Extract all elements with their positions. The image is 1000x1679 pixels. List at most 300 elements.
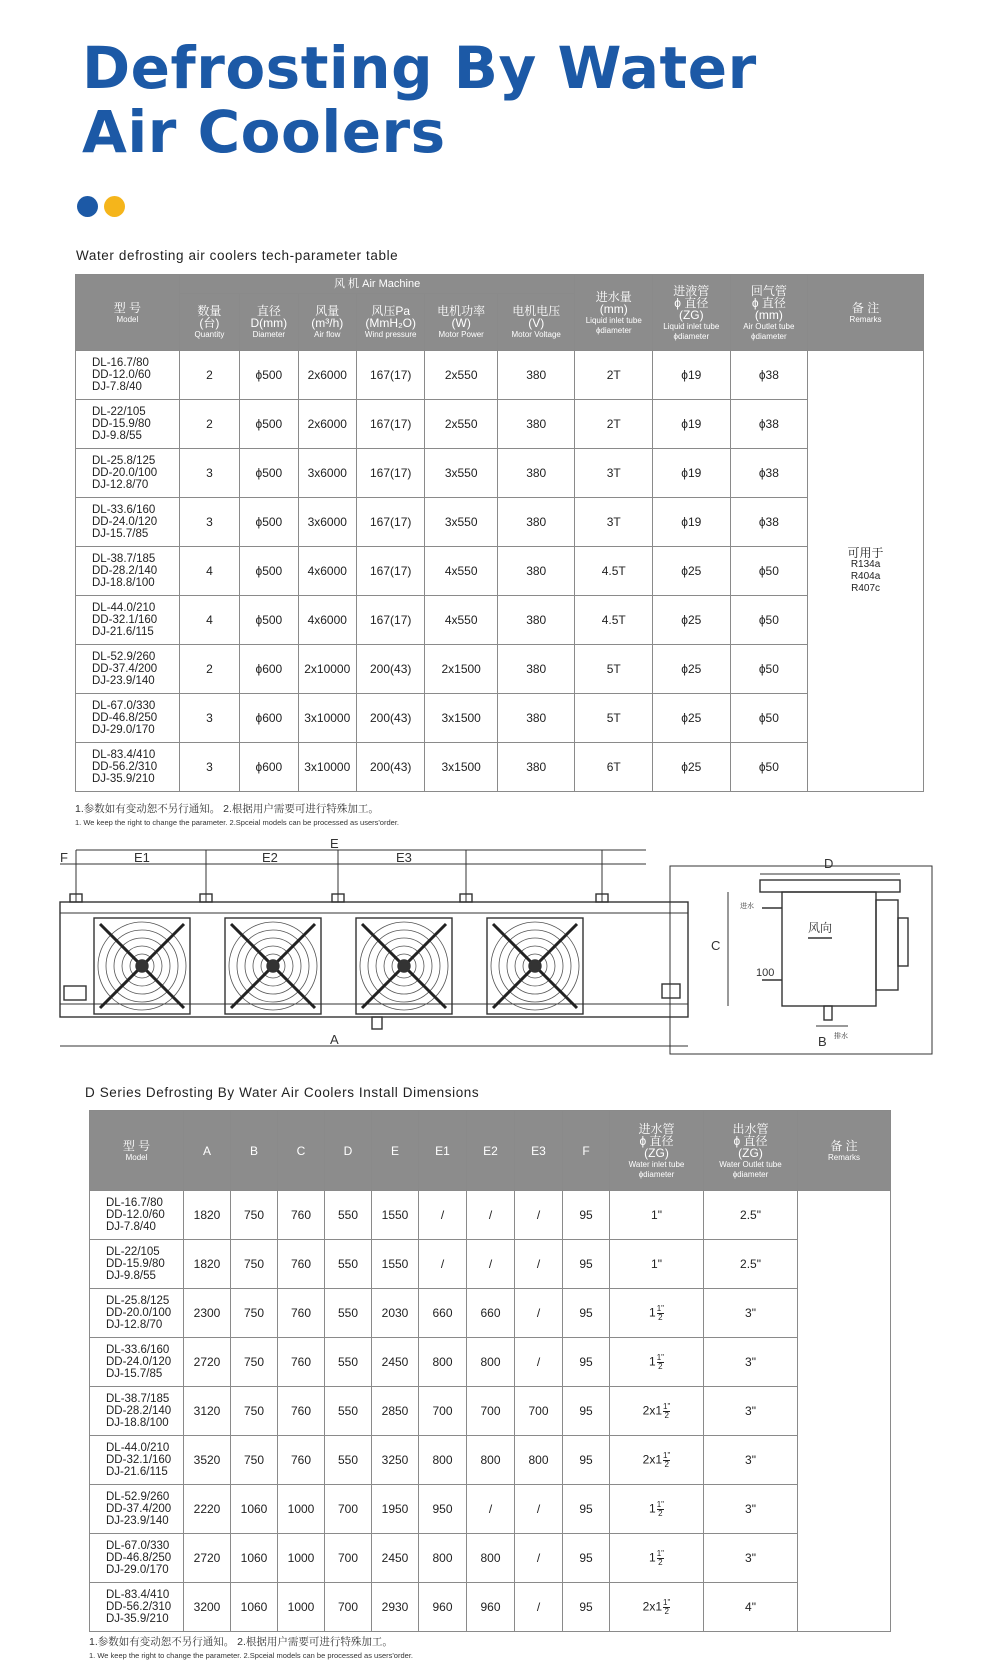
header-group-air-machine bbox=[179, 275, 575, 294]
outlet-cell: 3" bbox=[704, 1534, 798, 1583]
model-line: DL-52.9/260 bbox=[106, 1491, 170, 1503]
header-cell bbox=[563, 1111, 610, 1191]
header-en: Wind pressure bbox=[364, 330, 417, 339]
model-cell bbox=[90, 1240, 184, 1289]
model-cell bbox=[76, 743, 180, 792]
model-cell bbox=[76, 400, 180, 449]
f-cell: 95 bbox=[563, 1387, 610, 1436]
side-view-mount-rail bbox=[760, 880, 900, 892]
junction-box bbox=[64, 986, 86, 1000]
header-cn2: ϕ 直径 bbox=[674, 295, 709, 310]
b-cell: 750 bbox=[231, 1436, 278, 1485]
header-cell bbox=[231, 1111, 278, 1191]
label-e: E bbox=[330, 838, 339, 851]
d-cell: 700 bbox=[325, 1534, 372, 1583]
model-line: DJ-29.0/170 bbox=[92, 724, 155, 736]
e1-cell: 960 bbox=[419, 1583, 467, 1632]
dia-cell: ϕ500 bbox=[240, 400, 298, 449]
e3-cell: / bbox=[515, 1583, 563, 1632]
pressure-cell: 167(17) bbox=[356, 449, 424, 498]
header-en2: ϕdiameter bbox=[673, 331, 710, 341]
remarks-cn: 可用于 bbox=[847, 546, 884, 560]
d-cell: 700 bbox=[325, 1583, 372, 1632]
header-cn: 备 注 bbox=[851, 300, 880, 315]
flow-cell: 3x6000 bbox=[298, 498, 356, 547]
model-cell bbox=[76, 596, 180, 645]
fraction-numerator: 1" bbox=[656, 1352, 664, 1362]
hanger-bracket bbox=[460, 850, 472, 902]
header-row bbox=[76, 275, 924, 294]
dia-cell: ϕ500 bbox=[240, 449, 298, 498]
inlet-whole: 1 bbox=[649, 1305, 656, 1320]
qty-cell: 2 bbox=[179, 351, 239, 400]
header-cell bbox=[90, 1111, 184, 1191]
liquid-cell: ϕ25 bbox=[653, 743, 731, 792]
label-100: 100 bbox=[756, 967, 775, 979]
power-cell: 2x1500 bbox=[425, 645, 498, 694]
liquid-cell: ϕ25 bbox=[653, 694, 731, 743]
c-cell: 1000 bbox=[278, 1583, 325, 1632]
e3-cell: / bbox=[515, 1289, 563, 1338]
fraction-numerator: 1" bbox=[656, 1499, 664, 1509]
header-en: Air flow bbox=[314, 330, 341, 339]
qty-cell: 3 bbox=[179, 694, 239, 743]
fan-grilles bbox=[94, 918, 583, 1014]
model-line: DJ-18.8/100 bbox=[106, 1417, 169, 1429]
label-a: A bbox=[330, 1032, 339, 1047]
fan-grille bbox=[487, 918, 583, 1014]
b-cell: 1060 bbox=[231, 1485, 278, 1534]
dia-cell: ϕ500 bbox=[240, 596, 298, 645]
table-row bbox=[76, 645, 924, 694]
model-cell bbox=[76, 498, 180, 547]
flow-cell: 2x6000 bbox=[298, 400, 356, 449]
remarks-cell bbox=[808, 351, 924, 792]
voltage-cell: 380 bbox=[497, 498, 575, 547]
header-label: E1 bbox=[435, 1143, 450, 1158]
c-cell: 1000 bbox=[278, 1485, 325, 1534]
dia-cell: ϕ500 bbox=[240, 547, 298, 596]
e-cell: 3250 bbox=[372, 1436, 419, 1485]
label-drain: 排水 bbox=[834, 1033, 848, 1040]
fraction-denominator: 2 bbox=[664, 1410, 669, 1420]
header-cn: 型 号 bbox=[113, 300, 142, 315]
header-cell bbox=[425, 294, 498, 351]
liquid-cell: ϕ25 bbox=[653, 547, 731, 596]
qty-cell: 3 bbox=[179, 449, 239, 498]
pressure-cell: 167(17) bbox=[356, 547, 424, 596]
header-cn: 电机电压 bbox=[512, 304, 561, 318]
header-en: Remarks bbox=[849, 314, 882, 324]
voltage-cell: 380 bbox=[497, 743, 575, 792]
header-en2: ϕdiameter bbox=[732, 1169, 769, 1179]
header-en2: ϕdiameter bbox=[595, 325, 632, 335]
f-cell: 95 bbox=[563, 1191, 610, 1240]
install-dimensions-table bbox=[89, 1110, 891, 1632]
hanger-brackets bbox=[70, 850, 608, 902]
model-line: DD-24.0/120 bbox=[106, 1356, 172, 1368]
model-line: DJ-23.9/140 bbox=[92, 675, 155, 687]
header-en: Model bbox=[116, 314, 139, 324]
header-unit: (台) bbox=[199, 316, 220, 330]
liquid-cell: ϕ19 bbox=[653, 498, 731, 547]
group-cn: 风 机 bbox=[334, 278, 360, 290]
d-cell: 550 bbox=[325, 1387, 372, 1436]
e2-cell: / bbox=[467, 1191, 515, 1240]
refrigerant-label: R134a bbox=[850, 559, 881, 570]
hanger-bracket bbox=[200, 850, 212, 902]
qty-cell: 3 bbox=[179, 498, 239, 547]
header-unit: (ZG) bbox=[644, 1145, 669, 1160]
inlet-fraction bbox=[657, 1354, 664, 1371]
side-view-body bbox=[782, 892, 876, 1006]
qty-cell: 4 bbox=[179, 547, 239, 596]
model-line: DL-52.9/260 bbox=[92, 651, 156, 663]
model-line: DL-83.4/410 bbox=[106, 1589, 170, 1601]
side-view bbox=[670, 866, 932, 1054]
gas-cell: ϕ50 bbox=[730, 743, 808, 792]
header-label: E2 bbox=[483, 1143, 498, 1158]
model-cell bbox=[90, 1534, 184, 1583]
model-cell bbox=[76, 645, 180, 694]
power-cell: 2x550 bbox=[425, 351, 498, 400]
liquid-cell: ϕ19 bbox=[653, 400, 731, 449]
model-line: DJ-12.8/70 bbox=[106, 1319, 163, 1331]
qty-cell: 3 bbox=[179, 743, 239, 792]
table-row bbox=[76, 351, 924, 400]
qty-cell: 4 bbox=[179, 596, 239, 645]
voltage-cell: 380 bbox=[497, 694, 575, 743]
header-cell bbox=[278, 1111, 325, 1191]
a-cell: 2220 bbox=[184, 1485, 231, 1534]
model-line: DD-12.0/60 bbox=[92, 369, 151, 381]
pressure-cell: 167(17) bbox=[356, 351, 424, 400]
gas-cell: ϕ50 bbox=[730, 694, 808, 743]
header-label: F bbox=[582, 1143, 590, 1158]
header-cell bbox=[798, 1111, 891, 1191]
header-cell bbox=[325, 1111, 372, 1191]
model-line: DD-37.4/200 bbox=[92, 663, 158, 675]
inlet-fraction bbox=[663, 1599, 670, 1616]
f-cell: 95 bbox=[563, 1583, 610, 1632]
water-cell: 4.5T bbox=[575, 596, 653, 645]
fraction-denominator: 2 bbox=[664, 1606, 669, 1616]
pressure-cell: 200(43) bbox=[356, 645, 424, 694]
liquid-cell: ϕ25 bbox=[653, 596, 731, 645]
model-line: DJ-35.9/210 bbox=[92, 773, 155, 785]
b-cell: 750 bbox=[231, 1338, 278, 1387]
header-cell bbox=[298, 294, 356, 351]
header-label: C bbox=[296, 1143, 306, 1158]
model-line: DL-25.8/125 bbox=[92, 455, 156, 467]
group-en: Air Machine bbox=[362, 278, 421, 290]
inlet-fraction bbox=[657, 1550, 664, 1567]
model-line: DD-24.0/120 bbox=[92, 516, 158, 528]
drain-pipe bbox=[372, 1017, 382, 1029]
label-e3: E3 bbox=[396, 850, 412, 865]
model-line: DD-12.0/60 bbox=[106, 1209, 165, 1221]
model-line: DD-28.2/140 bbox=[92, 565, 158, 577]
model-line: DL-16.7/80 bbox=[92, 357, 149, 369]
blue-dot bbox=[77, 196, 98, 217]
model-line: DD-46.8/250 bbox=[92, 712, 158, 724]
b-cell: 750 bbox=[231, 1191, 278, 1240]
water-cell: 6T bbox=[575, 743, 653, 792]
table-row bbox=[90, 1387, 891, 1436]
liquid-cell: ϕ19 bbox=[653, 449, 731, 498]
header-cn: 备 注 bbox=[830, 1138, 858, 1153]
header-cell bbox=[575, 275, 653, 351]
table1-notes bbox=[75, 803, 399, 829]
c-cell: 760 bbox=[278, 1436, 325, 1485]
e-cell: 2450 bbox=[372, 1534, 419, 1583]
label-c: C bbox=[711, 938, 721, 953]
inlet-whole: 1" bbox=[651, 1257, 662, 1271]
inlet-whole: 1 bbox=[649, 1501, 656, 1516]
dia-cell: ϕ600 bbox=[240, 694, 298, 743]
model-line: DL-33.6/160 bbox=[106, 1344, 170, 1356]
gas-cell: ϕ38 bbox=[730, 400, 808, 449]
install-dimension-drawing bbox=[56, 838, 936, 1060]
header-unit: (mm) bbox=[754, 307, 783, 322]
fraction-numerator: 1" bbox=[663, 1401, 671, 1411]
refrigerant-label: R404a bbox=[850, 571, 881, 582]
inlet-whole: 1 bbox=[649, 1550, 656, 1565]
voltage-cell: 380 bbox=[497, 596, 575, 645]
model-line: DL-67.0/330 bbox=[92, 700, 156, 712]
pressure-cell: 167(17) bbox=[356, 498, 424, 547]
model-cell bbox=[76, 351, 180, 400]
model-line: DL-16.7/80 bbox=[106, 1197, 163, 1209]
model-line: DJ-21.6/115 bbox=[92, 626, 154, 638]
header-cn: 风压Pa bbox=[371, 304, 411, 318]
inlet-fraction bbox=[657, 1305, 664, 1322]
e3-cell: 800 bbox=[515, 1436, 563, 1485]
inlet-whole: 2x1 bbox=[642, 1403, 663, 1418]
header-en: Air Outlet tube bbox=[743, 321, 795, 331]
model-line: DJ-18.8/100 bbox=[92, 577, 155, 589]
side-view-fan-guard bbox=[876, 900, 898, 990]
header-en2: ϕdiameter bbox=[751, 331, 787, 341]
e1-cell: 800 bbox=[419, 1436, 467, 1485]
power-cell: 3x550 bbox=[425, 498, 498, 547]
e2-cell: 660 bbox=[467, 1289, 515, 1338]
header-cell bbox=[76, 275, 180, 351]
header-cell bbox=[610, 1111, 704, 1191]
header-cell bbox=[653, 275, 731, 351]
header-label: A bbox=[202, 1143, 211, 1158]
flow-cell: 2x6000 bbox=[298, 351, 356, 400]
pressure-cell: 200(43) bbox=[356, 743, 424, 792]
model-cell bbox=[76, 449, 180, 498]
header-unit: (ZG) bbox=[738, 1145, 763, 1160]
header-cn: 进水管 bbox=[638, 1121, 675, 1136]
header-cell bbox=[356, 294, 424, 351]
pressure-cell: 167(17) bbox=[356, 400, 424, 449]
qty-cell: 2 bbox=[179, 645, 239, 694]
header-cn: 出水管 bbox=[732, 1121, 769, 1136]
e1-cell: 700 bbox=[419, 1387, 467, 1436]
model-cell bbox=[90, 1191, 184, 1240]
header-cell bbox=[419, 1111, 467, 1191]
model-line: DL-44.0/210 bbox=[106, 1442, 170, 1454]
gas-cell: ϕ38 bbox=[730, 498, 808, 547]
model-cell bbox=[90, 1485, 184, 1534]
model-cell bbox=[76, 547, 180, 596]
inlet-cell bbox=[610, 1338, 704, 1387]
gas-cell: ϕ38 bbox=[730, 351, 808, 400]
a-cell: 1820 bbox=[184, 1191, 231, 1240]
model-line: DL-83.4/410 bbox=[92, 749, 156, 761]
e2-cell: 960 bbox=[467, 1583, 515, 1632]
header-label: B bbox=[249, 1143, 258, 1158]
model-line: DJ-21.6/115 bbox=[106, 1466, 168, 1478]
inlet-cell bbox=[610, 1191, 704, 1240]
table1-header bbox=[76, 275, 924, 351]
header-en: Water inlet tube bbox=[628, 1159, 685, 1169]
table-row bbox=[90, 1583, 891, 1632]
table2-notes bbox=[89, 1636, 413, 1662]
voltage-cell: 380 bbox=[497, 400, 575, 449]
model-cell bbox=[90, 1436, 184, 1485]
a-cell: 2720 bbox=[184, 1534, 231, 1583]
pressure-cell: 200(43) bbox=[356, 694, 424, 743]
e2-cell: 700 bbox=[467, 1387, 515, 1436]
water-cell: 5T bbox=[575, 645, 653, 694]
model-line: DD-46.8/250 bbox=[106, 1552, 172, 1564]
gas-cell: ϕ50 bbox=[730, 547, 808, 596]
flow-cell: 4x6000 bbox=[298, 547, 356, 596]
e3-cell: / bbox=[515, 1534, 563, 1583]
remarks-cell bbox=[798, 1191, 891, 1632]
model-line: DD-28.2/140 bbox=[106, 1405, 172, 1417]
model-line: DJ-15.7/85 bbox=[106, 1368, 163, 1380]
dia-cell: ϕ500 bbox=[240, 498, 298, 547]
title-line-2: Air Coolers bbox=[82, 98, 446, 166]
e3-cell: / bbox=[515, 1338, 563, 1387]
header-en: Water Outlet tube bbox=[719, 1159, 782, 1169]
table-row bbox=[76, 449, 924, 498]
voltage-cell: 380 bbox=[497, 547, 575, 596]
header-unit: (MmH₂O) bbox=[365, 316, 417, 330]
a-cell: 2300 bbox=[184, 1289, 231, 1338]
hanger-bracket bbox=[70, 850, 82, 902]
water-cell: 3T bbox=[575, 498, 653, 547]
e3-cell: / bbox=[515, 1485, 563, 1534]
model-line: DD-32.1/160 bbox=[92, 614, 158, 626]
model-line: DD-56.2/310 bbox=[106, 1601, 172, 1613]
fraction-denominator: 2 bbox=[658, 1508, 663, 1518]
header-cell bbox=[808, 275, 924, 351]
e-cell: 1550 bbox=[372, 1240, 419, 1289]
liquid-cell: ϕ19 bbox=[653, 351, 731, 400]
power-cell: 4x550 bbox=[425, 547, 498, 596]
water-cell: 3T bbox=[575, 449, 653, 498]
model-line: DD-37.4/200 bbox=[106, 1503, 172, 1515]
label-airflow: 风向 bbox=[808, 921, 833, 935]
d-cell: 700 bbox=[325, 1485, 372, 1534]
note-en: 1. We keep the right to change the parameter. 2.Spceial models can be processed as users'order. bbox=[75, 818, 399, 827]
table-row bbox=[76, 694, 924, 743]
fraction-denominator: 2 bbox=[664, 1459, 669, 1469]
inlet-cell bbox=[610, 1485, 704, 1534]
f-cell: 95 bbox=[563, 1240, 610, 1289]
e-cell: 2450 bbox=[372, 1338, 419, 1387]
header-unit: D(mm) bbox=[250, 316, 288, 330]
model-line: DD-20.0/100 bbox=[92, 467, 158, 479]
table2-body bbox=[90, 1191, 891, 1632]
table-row bbox=[90, 1485, 891, 1534]
model-line: DJ-9.8/55 bbox=[92, 430, 142, 442]
e3-cell: / bbox=[515, 1191, 563, 1240]
hanger-bracket bbox=[596, 850, 608, 902]
e-cell: 2930 bbox=[372, 1583, 419, 1632]
side-view-frame bbox=[670, 866, 932, 1054]
a-cell: 1820 bbox=[184, 1240, 231, 1289]
model-line: DL-22/105 bbox=[92, 406, 146, 418]
table2-header bbox=[90, 1111, 891, 1191]
inlet-whole: 1" bbox=[651, 1208, 662, 1222]
table-row bbox=[76, 547, 924, 596]
label-water-in: 进水 bbox=[740, 903, 754, 910]
note-cn: 1.参数如有变动恕不另行通知。 2.根据用户需要可进行特殊加工。 bbox=[75, 803, 379, 815]
gas-cell: ϕ50 bbox=[730, 645, 808, 694]
e1-cell: / bbox=[419, 1240, 467, 1289]
table-row bbox=[76, 596, 924, 645]
power-cell: 2x550 bbox=[425, 400, 498, 449]
power-cell: 4x550 bbox=[425, 596, 498, 645]
header-label: D bbox=[343, 1143, 353, 1158]
flow-cell: 4x6000 bbox=[298, 596, 356, 645]
front-view bbox=[56, 838, 688, 1046]
d-cell: 550 bbox=[325, 1338, 372, 1387]
model-line: DL-33.6/160 bbox=[92, 504, 156, 516]
side-view-motor bbox=[898, 918, 908, 966]
label-d: D bbox=[824, 856, 834, 871]
table-row bbox=[90, 1338, 891, 1387]
e2-cell: 800 bbox=[467, 1534, 515, 1583]
c-cell: 1000 bbox=[278, 1534, 325, 1583]
header-cell bbox=[184, 1111, 231, 1191]
outlet-cell: 2.5" bbox=[704, 1191, 798, 1240]
header-cn: 进液管 bbox=[673, 283, 710, 298]
inlet-cell bbox=[610, 1240, 704, 1289]
fraction-denominator: 2 bbox=[658, 1361, 663, 1371]
f-cell: 95 bbox=[563, 1338, 610, 1387]
power-cell: 3x1500 bbox=[425, 694, 498, 743]
header-en2: ϕdiameter bbox=[638, 1169, 675, 1179]
table2-caption: D Series Defrosting By Water Air Coolers Install Dimensions bbox=[85, 1085, 480, 1100]
decorative-dots bbox=[77, 196, 131, 222]
model-line: DJ-12.8/70 bbox=[92, 479, 149, 491]
qty-cell: 2 bbox=[179, 400, 239, 449]
outlet-cell: 3" bbox=[704, 1289, 798, 1338]
model-line: DD-56.2/310 bbox=[92, 761, 158, 773]
voltage-cell: 380 bbox=[497, 449, 575, 498]
note-en: 1. We keep the right to change the parameter. 2.Spceial models can be processed as users'order. bbox=[89, 1651, 413, 1660]
model-line: DJ-9.8/55 bbox=[106, 1270, 156, 1282]
header-label: E3 bbox=[531, 1143, 546, 1158]
water-cell: 2T bbox=[575, 400, 653, 449]
header-cell bbox=[497, 294, 575, 351]
table1-body bbox=[76, 351, 924, 792]
water-cell: 5T bbox=[575, 694, 653, 743]
fraction-numerator: 1" bbox=[656, 1548, 664, 1558]
fraction-denominator: 2 bbox=[658, 1312, 663, 1322]
inlet-whole: 2x1 bbox=[642, 1452, 663, 1467]
header-cell bbox=[372, 1111, 419, 1191]
model-line: DD-15.9/80 bbox=[106, 1258, 165, 1270]
